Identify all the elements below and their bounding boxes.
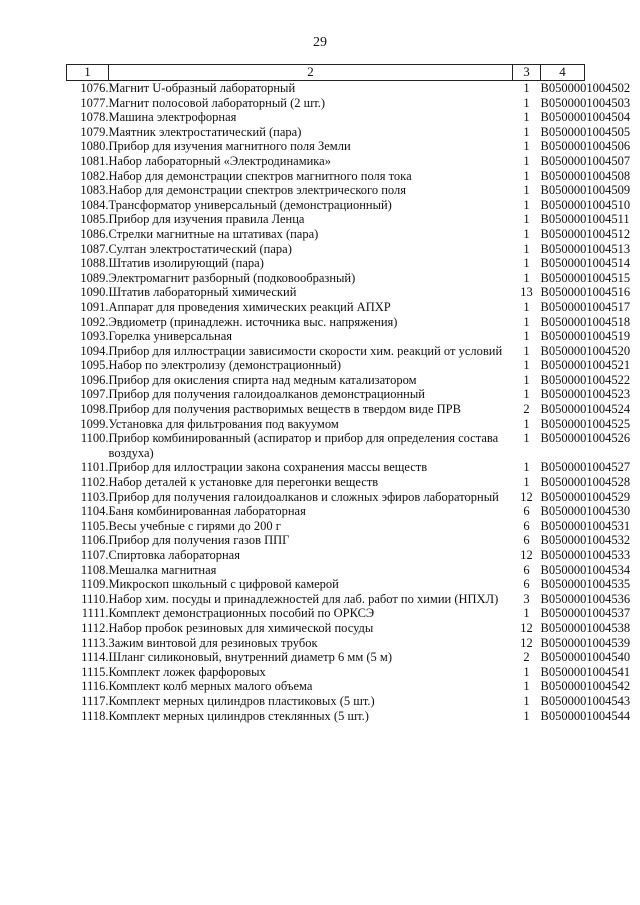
item-code: B0500001004520 [540,343,631,358]
row-number: 1104. [80,504,109,519]
item-name: Набор деталей к установке для перегонки веществ [108,475,379,490]
row-number: 1097. [80,387,109,402]
table-row [67,679,585,694]
table-row [67,577,585,592]
item-quantity: 1 [523,183,530,198]
item-quantity: 1 [523,679,530,694]
row-number: 1082. [80,168,109,183]
column-header-4: 4 [541,65,585,81]
row-number: 1099. [80,416,109,431]
item-code: B0500001004535 [540,577,631,592]
item-quantity: 1 [523,212,530,227]
table-row [67,650,585,665]
table-row [67,490,585,505]
item-name: Маятник электростатический (пара) [108,124,302,139]
item-quantity: 1 [523,256,530,271]
item-code: B0500001004510 [540,197,631,212]
table-row [67,227,585,242]
item-name: Штатив изолирующий (пара) [108,256,264,271]
table-row [67,154,585,169]
item-name: Электромагнит разборный (подковообразный) [108,270,356,285]
item-quantity: 13 [520,285,533,300]
item-code: B0500001004522 [540,372,631,387]
table-row [67,592,585,607]
row-number: 1111. [81,606,109,621]
item-code: B0500001004540 [540,650,631,665]
table-row [67,694,585,709]
item-name: Набор лабораторный «Электродинамика» [108,153,331,168]
item-name: Аппарат для проведения химических реакций АПХР [108,299,391,314]
item-name: Прибор для иллюстрации зависимости скорости хим. реакций от условий [108,343,503,358]
item-code: B0500001004505 [540,124,631,139]
row-number: 1118. [81,708,109,723]
row-number: 1093. [80,329,109,344]
item-quantity: 1 [523,226,530,241]
row-number: 1113. [81,635,109,650]
table-row [67,358,585,373]
row-number: 1085. [80,212,109,227]
item-quantity: 1 [523,299,530,314]
item-code: B0500001004539 [540,635,631,650]
table-row [67,548,585,563]
item-name: Шланг силиконовый, внутренний диаметр 6 мм (5 м) [108,650,392,665]
item-quantity: 1 [523,95,530,110]
row-number: 1084. [80,197,109,212]
table-row [67,373,585,388]
table-row [67,139,585,154]
item-quantity: 1 [523,664,530,679]
table-row [67,533,585,548]
item-code: B0500001004530 [540,504,631,519]
table-row [67,563,585,578]
item-quantity: 1 [523,606,530,621]
item-name: Эвдиометр (принадлежн. источника выс. напряжения) [108,314,398,329]
table-row [67,198,585,213]
table-row [67,431,585,460]
table-row [67,242,585,257]
item-code: B0500001004529 [540,489,631,504]
item-code: B0500001004536 [540,591,631,606]
row-number: 1110. [81,591,109,606]
item-quantity: 1 [523,475,530,490]
item-name: Султан электростатический (пара) [108,241,292,256]
item-quantity: 6 [523,577,530,592]
table-row [67,256,585,271]
table-row [67,300,585,315]
column-header-1: 1 [67,65,109,81]
item-name: Прибор для окисления спирта над медным катализатором [108,372,417,387]
row-number: 1083. [80,183,109,198]
item-code: B0500001004526 [540,431,631,446]
item-quantity: 1 [523,197,530,212]
item-name: Спиртовка лабораторная [108,548,240,562]
item-code: B0500001004544 [540,708,631,723]
row-number: 1081. [80,153,109,168]
item-quantity: 6 [523,518,530,533]
item-name: Мешалка магнитная [108,562,217,577]
item-quantity: 6 [523,562,530,577]
item-name: Комплект ложек фарфоровых [108,664,266,679]
table-row [67,475,585,490]
table-row [67,285,585,300]
item-quantity: 6 [523,533,530,548]
item-name: Микроскоп школьный с цифровой камерой [108,577,339,592]
item-code: B0500001004525 [540,416,631,431]
table-row [67,329,585,344]
item-quantity: 1 [523,329,530,344]
table-row [67,709,585,724]
item-code: B0500001004502 [540,81,631,95]
row-number: 1114. [81,650,109,665]
item-name: Зажим винтовой для резиновых трубок [108,635,318,650]
row-number: 1096. [80,372,109,387]
table-row [67,402,585,417]
item-name: Баня комбинированная лабораторная [108,504,306,519]
item-quantity: 1 [523,314,530,329]
item-quantity: 1 [523,708,530,723]
item-code: B0500001004518 [540,314,631,329]
item-quantity: 1 [523,168,530,183]
item-name: Комплект колб мерных малого объема [108,679,313,694]
item-quantity: 1 [523,343,530,358]
row-number: 1092. [80,314,109,329]
item-name: Стрелки магнитные на штативах (пара) [108,226,319,241]
table-row [67,417,585,432]
table-row [67,315,585,330]
item-code: B0500001004534 [540,562,631,577]
item-code: B0500001004527 [540,460,631,475]
item-quantity: 12 [520,489,533,504]
item-name: Весы учебные с гирями до 200 г [108,518,281,533]
item-code: B0500001004507 [540,153,631,168]
item-quantity: 3 [523,591,530,606]
item-code: B0500001004514 [540,256,631,271]
row-number: 1078. [80,110,109,125]
row-number: 1108. [80,562,109,577]
table-row [67,387,585,402]
table-row [67,504,585,519]
table-row [67,110,585,125]
row-number: 1109. [80,577,109,592]
item-name: Прибор для получения растворимых веществ в твердом виде ПРВ [108,402,461,417]
item-code: B0500001004542 [540,679,631,694]
item-code: B0500001004515 [540,270,631,285]
item-code: B0500001004523 [540,387,631,402]
item-quantity: 1 [523,460,530,475]
item-code: B0500001004517 [540,299,631,314]
item-code: B0500001004528 [540,475,631,490]
row-number: 1086. [80,226,109,241]
item-code: B0500001004541 [540,664,631,679]
inventory-table [66,64,631,723]
row-number: 1079. [80,124,109,139]
table-row [67,183,585,198]
table-row [67,621,585,636]
item-name: Комплект мерных цилиндров стеклянных (5 шт.) [108,708,369,723]
item-quantity: 1 [523,139,530,154]
item-quantity: 12 [520,548,533,562]
item-name: Штатив лабораторный химический [108,285,297,300]
item-quantity: 1 [523,153,530,168]
table-row [67,606,585,621]
item-name: Магнит полосовой лабораторный (2 шт.) [108,95,326,110]
table-row [67,460,585,475]
item-code: B0500001004537 [540,606,631,621]
table-body [67,81,631,724]
item-code: B0500001004524 [540,402,631,417]
item-name: Прибор для получения галоидоалканов демонстрационный [108,387,425,402]
row-number: 1117. [81,693,109,708]
row-number: 1100. [80,431,109,446]
row-number: 1102. [80,475,109,490]
item-name: Набор для демонстрации спектров электрического поля [108,183,407,198]
item-name: Прибор для изучения магнитного поля Земли [108,139,351,154]
item-quantity: 1 [523,124,530,139]
column-header-2: 2 [109,65,513,81]
item-code: B0500001004506 [540,139,631,154]
item-quantity: 1 [523,387,530,402]
item-quantity: 1 [523,358,530,373]
item-code: B0500001004503 [540,95,631,110]
item-name: Комплект мерных цилиндров пластиковых (5 шт.) [108,693,375,708]
item-quantity: 6 [523,504,530,519]
item-code: B0500001004543 [540,693,631,708]
row-number: 1115. [81,664,109,679]
item-code: B0500001004516 [540,285,631,300]
item-quantity: 1 [523,431,530,446]
item-name: Набор для демонстрации спектров магнитного поля тока [108,168,412,183]
item-code: B0500001004504 [540,110,631,125]
item-code: B0500001004538 [540,620,631,635]
item-quantity: 2 [523,650,530,665]
item-name: Прибор комбинированный (аспиратор и прибор для определения состава воздуха) [108,431,499,460]
item-name: Прибор для получения галоидоалканов и сложных эфиров лабораторный [108,489,499,504]
item-code: B0500001004509 [540,183,631,198]
item-name: Горелка универсальная [108,329,233,344]
table-row [67,169,585,184]
row-number: 1103. [80,489,109,504]
item-name: Прибор для изучения правила Ленца [108,212,305,227]
table-row [67,212,585,227]
item-quantity: 1 [523,241,530,256]
table-row [67,519,585,534]
column-header-3: 3 [513,65,541,81]
row-number: 1080. [80,139,109,154]
table-header [67,65,585,81]
item-code: B0500001004508 [540,168,631,183]
row-number: 1076. [80,81,109,95]
table-row [67,344,585,359]
table-row [67,271,585,286]
table-row [67,636,585,651]
table-row [67,665,585,680]
item-quantity: 2 [523,402,530,417]
item-quantity: 12 [520,635,533,650]
item-quantity: 12 [520,620,533,635]
row-number: 1101. [80,460,109,475]
item-name: Набор пробок резиновых для химической посуды [108,620,374,635]
item-name: Комплект демонстрационных пособий по ОРКСЭ [108,606,375,621]
item-name: Набор по электролизу (демонстрационный) [108,358,342,373]
page-number: 29 [313,35,327,50]
row-number: 1087. [80,241,109,256]
item-quantity: 1 [523,416,530,431]
item-name: Магнит U-образный лабораторный [108,81,296,95]
row-number: 1107. [80,548,109,562]
item-quantity: 1 [523,693,530,708]
item-name: Установка для фильтрования под вакуумом [108,416,339,431]
item-name: Трансформатор универсальный (демонстрационный) [108,197,392,212]
row-number: 1077. [80,95,109,110]
item-code: B0500001004521 [540,358,631,373]
item-code: B0500001004533 [540,548,631,562]
item-quantity: 1 [523,270,530,285]
row-number: 1090. [80,285,109,300]
row-number: 1095. [80,358,109,373]
item-name: Машина электрофорная [108,110,237,125]
item-code: B0500001004513 [540,241,631,256]
row-number: 1089. [80,270,109,285]
row-number: 1105. [80,518,109,533]
item-quantity: 1 [523,81,530,95]
item-quantity: 1 [523,372,530,387]
item-quantity: 1 [523,110,530,125]
item-name: Набор хим. посуды и принадлежностей для лаб. работ по химии (НПХЛ) [108,591,499,606]
row-number: 1091. [80,299,109,314]
table-row [67,96,585,111]
row-number: 1098. [80,402,109,417]
item-code: B0500001004531 [540,518,631,533]
row-number: 1112. [81,620,109,635]
row-number: 1088. [80,256,109,271]
item-code: B0500001004519 [540,329,631,344]
item-code: B0500001004512 [540,226,631,241]
item-name: Прибор для иллострации закона сохранения массы веществ [108,460,428,475]
item-code: B0500001004511 [540,212,630,227]
item-code: B0500001004532 [540,533,631,548]
row-number: 1106. [80,533,109,548]
table-row [67,125,585,140]
row-number: 1116. [81,679,109,694]
table-row [67,81,585,96]
row-number: 1094. [80,343,109,358]
item-name: Прибор для получения газов ППГ [108,533,290,548]
